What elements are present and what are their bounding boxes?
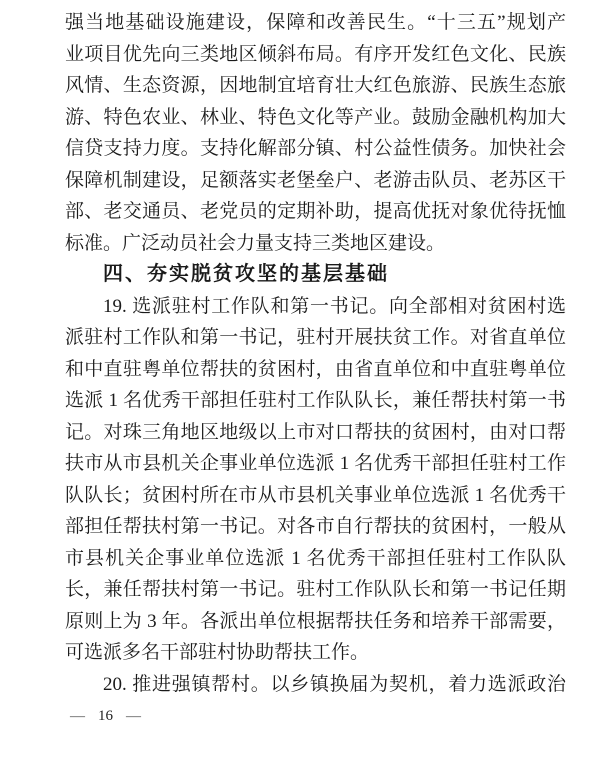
text-line: 业项目优先向三类地区倾斜布局。有序开发红色文化、民族 [65, 43, 566, 65]
text-line: 记。对珠三角地区地级以上市对口帮扶的贫困村，由对口帮 [65, 421, 566, 443]
page-footer [70, 708, 141, 725]
text-line: 队队长；贫困村所在市从市县机关事业单位选派 1 名优秀干 [65, 484, 566, 506]
text-line: 20. 推进强镇帮村。以乡镇换届为契机，着力选派政治 [103, 673, 566, 695]
footer-dash-right: — [126, 709, 141, 723]
document-text-block [65, 7, 566, 700]
text-line: 风情、生态资源，因地制宜培育壮大红色旅游、民族生态旅 [65, 75, 566, 96]
text-line: 信贷支持力度。支持化解部分镇、村公益性债务。加快社会 [65, 138, 566, 159]
text-line: 扶市从市县机关企事业单位选派 1 名优秀干部担任驻村工作 [65, 453, 566, 474]
section-heading: 四、夯实脱贫攻坚的基层基础 [103, 263, 389, 285]
text-line: 强当地基础设施建设，保障和改善民生。“十三五”规划产 [65, 12, 566, 33]
text-line: 部、老交通员、老党员的定期补助，提高优抚对象优待抚恤 [65, 201, 566, 222]
text-line: 长，兼任帮扶村第一书记。驻村工作队队长和第一书记任期 [65, 579, 566, 600]
text-line: 市县机关企事业单位选派 1 名优秀干部担任驻村工作队队 [65, 547, 566, 569]
text-line: 游、特色农业、林业、特色文化等产业。鼓励金融机构加大 [65, 106, 566, 128]
text-line: 可选派多名干部驻村协助帮扶工作。 [65, 642, 370, 663]
text-line: 部担任帮扶村第一书记。对各市自行帮扶的贫困村，一般从 [65, 516, 566, 537]
text-line: 保障机制建设，足额落实老堡垒户、老游击队员、老苏区干 [65, 169, 566, 191]
text-line: 选派 1 名优秀干部担任驻村工作队队长，兼任帮扶村第一书 [65, 390, 566, 411]
text-line: 和中直驻粤单位帮扶的贫困村，由省直单位和中直驻粤单位 [65, 358, 566, 380]
text-line: 标准。广泛动员社会力量支持三类地区建设。 [65, 232, 446, 254]
text-line: 19. 选派驻村工作队和第一书记。向全部相对贫困村选 [103, 295, 566, 317]
page-number: 16 [98, 708, 113, 724]
text-line: 原则上为 3 年。各派出单位根据帮扶任务和培养干部需要， [65, 610, 566, 632]
text-line: 派驻村工作队和第一书记，驻村开展扶贫工作。对省直单位 [65, 327, 566, 348]
footer-dash-left: — [70, 709, 85, 723]
